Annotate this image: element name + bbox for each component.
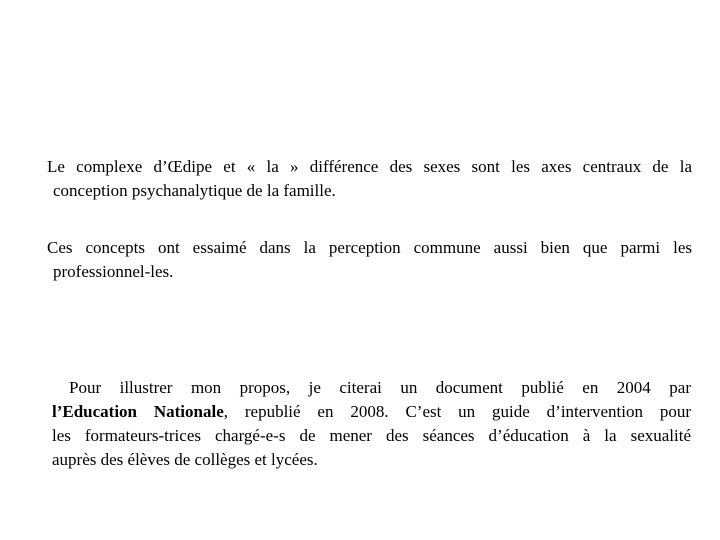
paragraph-concepts [47, 236, 692, 284]
paragraph-oedipe [47, 155, 692, 203]
paragraph-line: les formateurs-trices chargé-e-s de mener des séances d’éducation à la sexualité [52, 426, 691, 445]
paragraph-line: auprès des élèves de collèges et lycées. [52, 450, 318, 469]
paragraph-line: Ces concepts ont essaimé dans la perception commune aussi bien que parmi les [47, 238, 692, 257]
paragraph-line-rest: , republié en 2008. C’est un guide d’intervention pour [223, 402, 691, 421]
paragraph-line: professionnel-les. [53, 262, 174, 281]
paragraph-illustration [52, 376, 691, 472]
education-nationale-bold: l’Education Nationale [52, 402, 224, 421]
paragraph-line: conception psychanalytique de la famille. [53, 181, 336, 200]
paragraph-line [52, 400, 691, 424]
paragraph-line: Pour illustrer mon propos, je citerai un document publié en 2004 par [69, 378, 691, 397]
paragraph-line: Le complexe d’Œdipe et « la » différence des sexes sont les axes centraux de la [47, 157, 692, 176]
